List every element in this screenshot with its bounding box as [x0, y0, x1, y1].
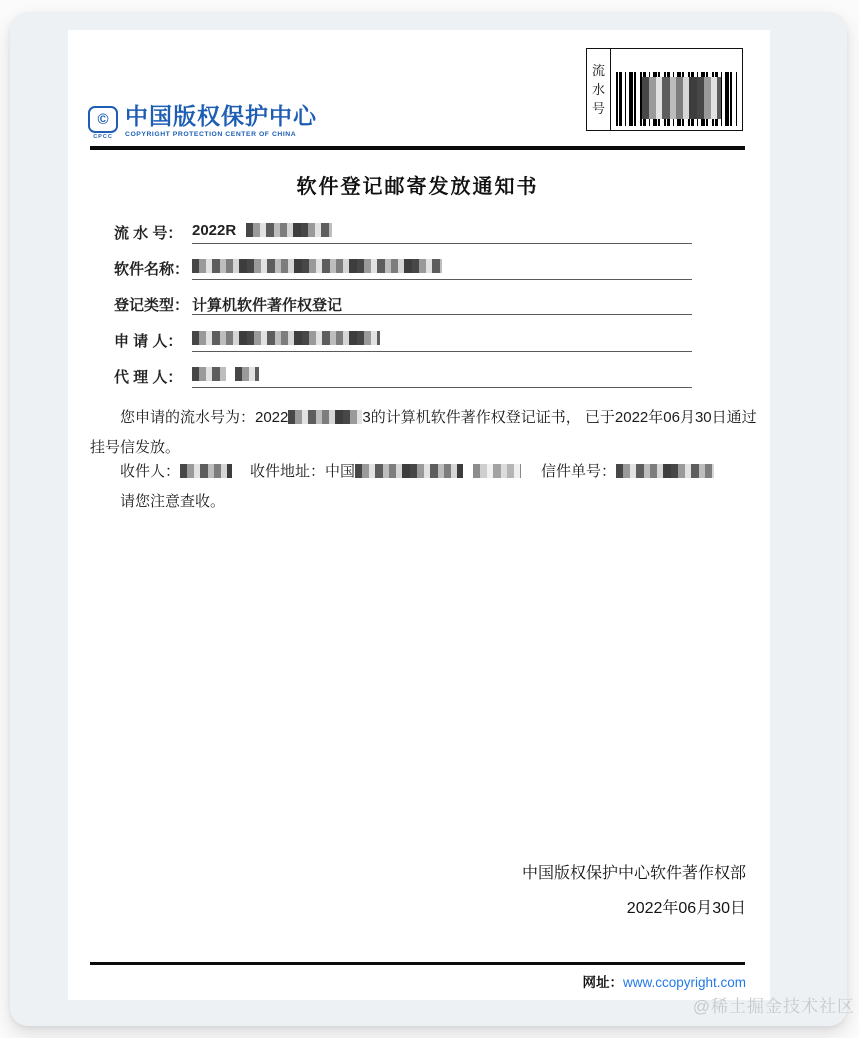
- serial-barcode-box: [586, 48, 743, 131]
- field-underline: [192, 263, 692, 280]
- barcode-label-char: 号: [591, 101, 605, 116]
- logo-name-en: COPYRIGHT PROTECTION CENTER OF CHINA: [125, 131, 297, 139]
- barcode-label-char: 流: [591, 63, 605, 78]
- body-paragraph-line2: 挂号信发放。: [90, 439, 181, 456]
- copyright-badge-icon: [88, 106, 118, 140]
- body-text: 您申请的流水号为：2022: [120, 409, 289, 426]
- footer-divider: [90, 962, 745, 965]
- barcode-label-char: 水: [591, 82, 605, 97]
- signature-date: 2022年06月30日: [626, 900, 746, 917]
- field-label-software-name: 软件名称：: [114, 261, 190, 278]
- serial-visible-text: 2022R: [192, 222, 237, 239]
- note-line: 请您注意查收。: [120, 493, 226, 510]
- logo-abbr: CPCC: [93, 134, 113, 140]
- signature-organization: 中国版权保护中心软件著作权部: [521, 865, 746, 882]
- body-paragraph-line1: [120, 406, 757, 427]
- redacted-letter-number: [616, 464, 714, 478]
- redacted-address: [473, 464, 521, 478]
- field-label-serial: 流 水 号：: [114, 225, 183, 242]
- field-label-applicant: 申 请 人：: [114, 333, 183, 350]
- redacted-recipient-name: [180, 464, 232, 478]
- serial-barcode-label: [587, 49, 611, 130]
- field-underline: [192, 227, 692, 244]
- logo-text: [125, 104, 317, 138]
- field-label-registration-type: 登记类型：: [114, 297, 190, 314]
- watermark: @稀土掘金技术社区: [692, 997, 855, 1016]
- website-link[interactable]: www.ccopyright.com: [622, 975, 746, 990]
- recipient-label: 收件人：: [120, 463, 181, 480]
- redacted-barcode-area: [642, 77, 721, 119]
- redacted-address: [355, 464, 463, 478]
- letter-no-label: 信件单号：: [541, 463, 617, 480]
- field-value-registration-type: 计算机软件著作权登记: [192, 297, 343, 314]
- field-label-agent: 代 理 人：: [114, 369, 183, 386]
- address-label: 收件地址：中国: [250, 463, 356, 480]
- field-underline: [192, 298, 692, 315]
- redacted-serial-inline: [288, 410, 362, 424]
- website-label: 网址：: [582, 975, 623, 990]
- field-underline: [192, 335, 692, 352]
- recipient-line: [120, 460, 714, 481]
- cpcc-logo: [88, 104, 317, 140]
- page-title: 软件登记邮寄发放通知书: [296, 176, 539, 198]
- header-divider: [90, 146, 745, 150]
- barcode-image: [611, 49, 742, 130]
- logo-name-cn: 中国版权保护中心: [125, 103, 317, 129]
- document-page: [68, 30, 770, 1000]
- footer-website-row: [582, 971, 746, 991]
- field-underline: [192, 371, 692, 388]
- copyright-symbol-icon: ©: [88, 106, 118, 133]
- body-text: 3的计算机软件著作权登记证书， 已于2022年06月30日通过: [362, 409, 757, 426]
